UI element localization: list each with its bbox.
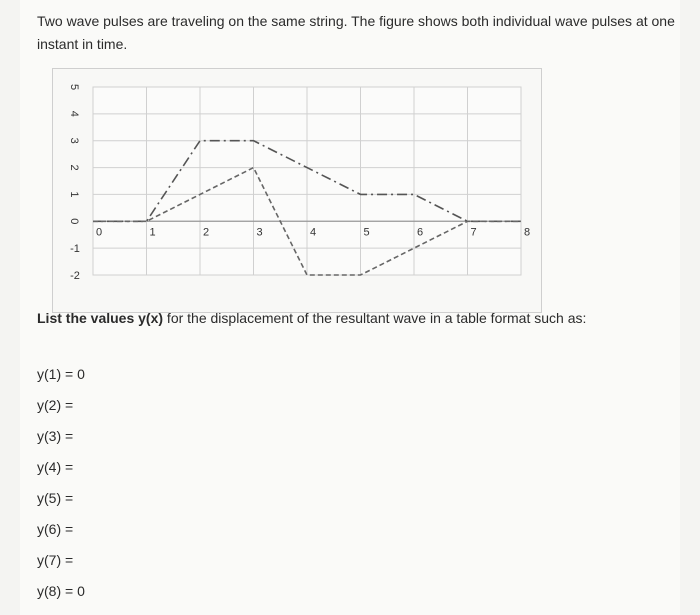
answer-list [37,365,85,613]
x-tick-label: 0 [95,226,103,239]
y-tick-label: 1 [68,191,80,198]
answer-row: y(1) = 0 [37,366,85,382]
instruction-bold: List the values y(x) [37,310,164,326]
y-tick-label: 4 [68,110,80,117]
answer-row: y(7) = [37,552,74,568]
instruction-text [37,310,586,326]
instruction-rest: for the displacement of the resultant wave in a table format such as: [163,310,587,326]
x-tick-label: 7 [470,226,477,239]
y-tick-label: -1 [70,243,80,256]
x-tick-label: 5 [363,226,370,239]
y-tick-label: 3 [68,137,80,144]
answer-row: y(2) = [37,397,74,413]
x-tick-label: 6 [416,226,424,239]
answer-row: y(8) = 0 [37,583,85,599]
answer-row: y(4) = [37,459,74,475]
x-tick-label: 1 [149,226,156,239]
answer-row: y(5) = [37,490,74,506]
x-tick-label: 2 [202,226,210,239]
y-tick-label: 2 [68,164,80,171]
y-tick-label: 0 [68,218,80,225]
x-tick-label: 3 [256,226,263,239]
answer-row: y(3) = [37,428,74,444]
y-tick-label: -2 [70,270,80,282]
wave-figure [52,68,542,313]
x-tick-label: 8 [523,226,531,239]
answer-row: y(6) = [37,521,74,537]
wave-chart [53,69,541,312]
y-tick-label: 5 [68,83,80,91]
x-tick-label: 4 [309,226,317,239]
question-text: Two wave pulses are traveling on the same string. The figure shows both individual wave pulses at one instant in time. [37,13,675,52]
